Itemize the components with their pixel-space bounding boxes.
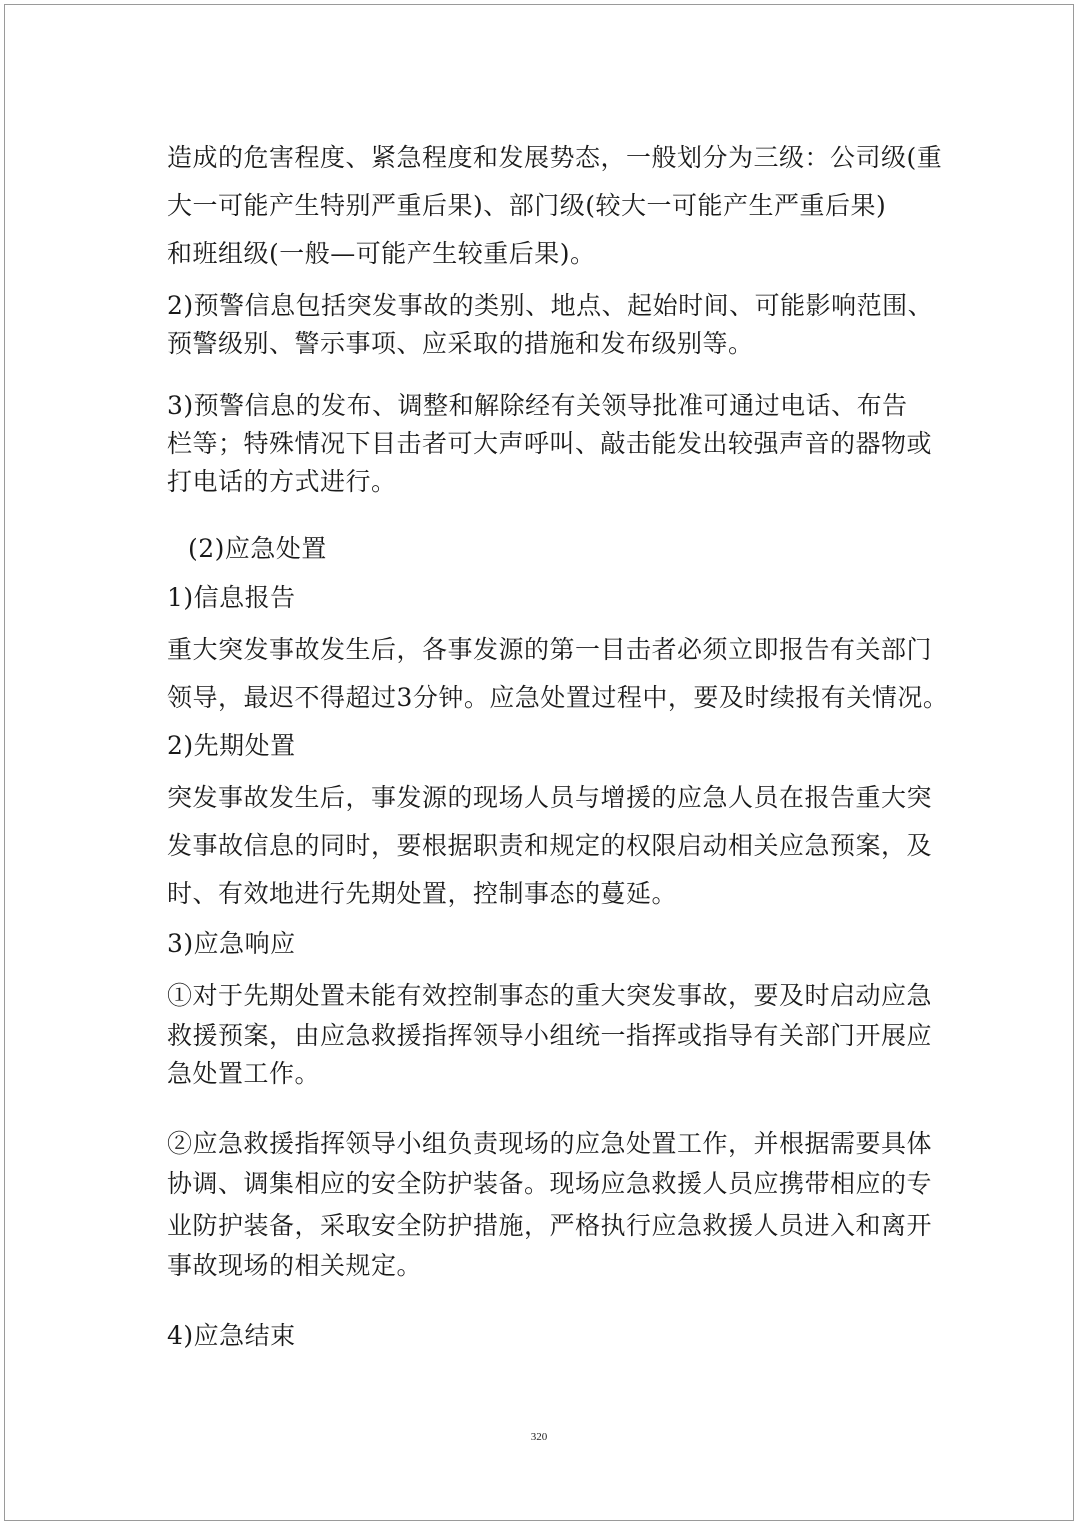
text-line: 大一可能产生特别严重后果)、部门级(较大一可能产生严重后果) (167, 191, 887, 220)
text-line: 造成的危害程度、紧急程度和发展势态，一般划分为三级：公司级(重 (167, 143, 943, 172)
text-line: 发事故信息的同时，要根据职责和规定的权限启动相关应急预案，及 (167, 831, 933, 860)
text-line: 3)预警信息的发布、调整和解除经有关领导批准可通过电话、布告 (167, 391, 908, 420)
text-line: 栏等；特殊情况下目击者可大声呼叫、敲击能发出较强声音的器物或 (167, 429, 933, 458)
page-number: 320 (530, 1431, 548, 1443)
page-content (5, 5, 1073, 1520)
text-line: 时、有效地进行先期处置，控制事态的蔓延。 (167, 879, 678, 908)
subsection-heading: 1)信息报告 (167, 583, 296, 612)
text-line: 业防护装备，采取安全防护措施，严格执行应急救援人员进入和离开 (167, 1211, 933, 1240)
subsection-heading: 3)应急响应 (167, 929, 296, 958)
text-line: 领导，最迟不得超过3分钟。应急处置过程中，要及时续报有关情况。 (167, 683, 949, 712)
text-line: 急处置工作。 (167, 1059, 321, 1088)
text-line: 事故现场的相关规定。 (167, 1251, 423, 1280)
text-line: 救援预案，由应急救援指挥领导小组统一指挥或指导有关部门开展应 (167, 1021, 933, 1050)
text-line: 和班组级(一般—可能产生较重后果)。 (167, 239, 596, 268)
text-line: 突发事故发生后，事发源的现场人员与增援的应急人员在报告重大突 (167, 783, 933, 812)
text-line: ②应急救援指挥领导小组负责现场的应急处置工作，并根据需要具体 (167, 1129, 933, 1158)
text-line: 打电话的方式进行。 (167, 467, 397, 496)
section-heading: (2)应急处置 (188, 534, 327, 563)
text-line: 预警级别、警示事项、应采取的措施和发布级别等。 (167, 329, 754, 358)
document-page (4, 4, 1074, 1521)
subsection-heading: 2)先期处置 (167, 731, 296, 760)
text-line: 协调、调集相应的安全防护装备。现场应急救援人员应携带相应的专 (167, 1169, 933, 1198)
text-line: ①对于先期处置未能有效控制事态的重大突发事故，要及时启动应急 (167, 981, 933, 1010)
text-line: 2)预警信息包括突发事故的类别、地点、起始时间、可能影响范围、 (167, 291, 934, 320)
text-line: 重大突发事故发生后，各事发源的第一目击者必须立即报告有关部门 (167, 635, 933, 664)
subsection-heading: 4)应急结束 (167, 1321, 296, 1350)
